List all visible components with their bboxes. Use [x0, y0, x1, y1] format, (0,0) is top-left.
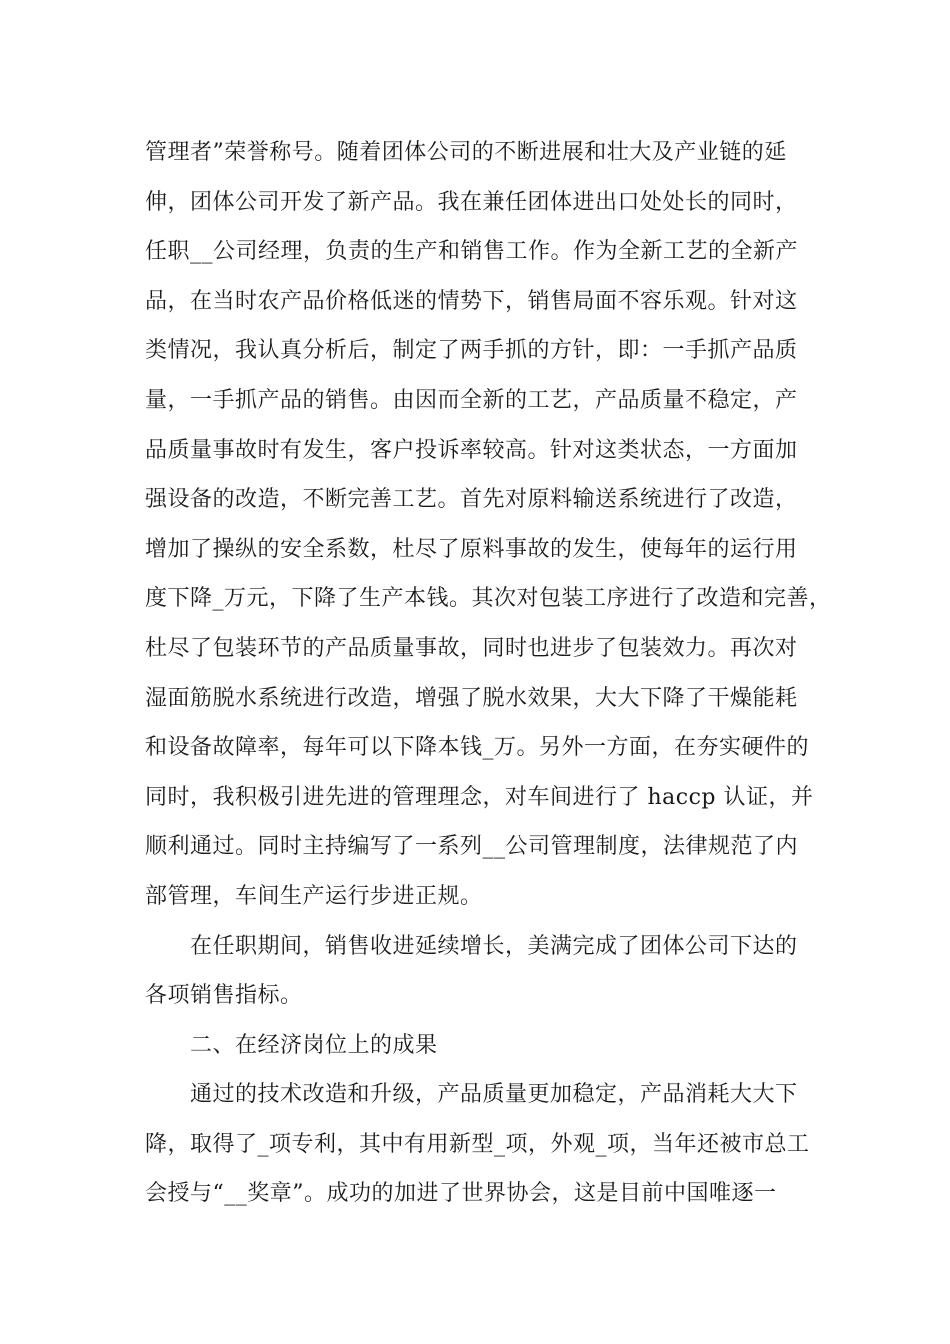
text-line: 类情况，我认真分析后，制定了两手抓的方针，即：一手抓产品质	[145, 338, 798, 364]
text-line: 管理者”荣誉称号。随着团体公司的不断进展和壮大及产业链的延	[145, 140, 787, 165]
text-line: 任职__公司经理，负责的生产和销售工作。作为全新工艺的全新产	[145, 239, 799, 265]
text-line: 和设备故障率，每年可以下降本钱_万。另外一方面，在夯实硬件的	[145, 735, 810, 761]
text-line: 同时，我积极引进先进的管理理念，对车间进行了 haccp 认证，并	[145, 784, 814, 810]
text-line: 湿面筋脱水系统进行改造，增强了脱水效果，大大下降了干燥能耗	[145, 685, 798, 711]
text-line: 伸，团体公司开发了新产品。我在兼任团体进出口处处长的同时，	[145, 189, 798, 215]
text-line: 通过的技术改造和升级，产品质量更加稳定，产品消耗大大下	[190, 1082, 798, 1108]
text-line: 度下降_万元，下降了生产本钱。其次对包装工序进行了改造和完善，	[145, 586, 832, 612]
text-line: 二、在经济岗位上的成果	[190, 1032, 438, 1058]
text-line: 强设备的改造，不断完善工艺。首先对原料输送系统进行了改造，	[145, 487, 798, 513]
text-line: 在任职期间，销售收进延续增长，美满完成了团体公司下达的	[190, 933, 798, 959]
text-line: 降，取得了_项专利，其中有用新型_项，外观_项，当年还被市总工	[145, 1131, 810, 1157]
document-body	[145, 128, 835, 1219]
text-line: 杜尽了包装环节的产品质量事故，同时也进步了包装效力。再次对	[145, 635, 798, 661]
text-line: 增加了操纵的安全系数，杜尽了原料事故的发生，使每年的运行用	[145, 536, 798, 562]
text-line: 部管理，车间生产运行步进正规。	[145, 883, 483, 909]
text-line: 品，在当时农产品价格低迷的情势下，销售局面不容乐观。针对这	[145, 288, 798, 314]
text-line: 品质量事故时有发生，客户投诉率较高。针对这类状态，一方面加	[145, 437, 798, 463]
text-line: 顺利通过。同时主持编写了一系列__公司管理制度，法律规范了内	[145, 834, 799, 860]
text-line: 量，一手抓产品的销售。由因而全新的工艺，产品质量不稳定，产	[145, 387, 798, 413]
text-line: 各项销售指标。	[145, 983, 303, 1009]
text-line: 会授与“__奖章”。成功的加进了世界协会，这是目前中国唯逐一	[145, 1181, 777, 1207]
